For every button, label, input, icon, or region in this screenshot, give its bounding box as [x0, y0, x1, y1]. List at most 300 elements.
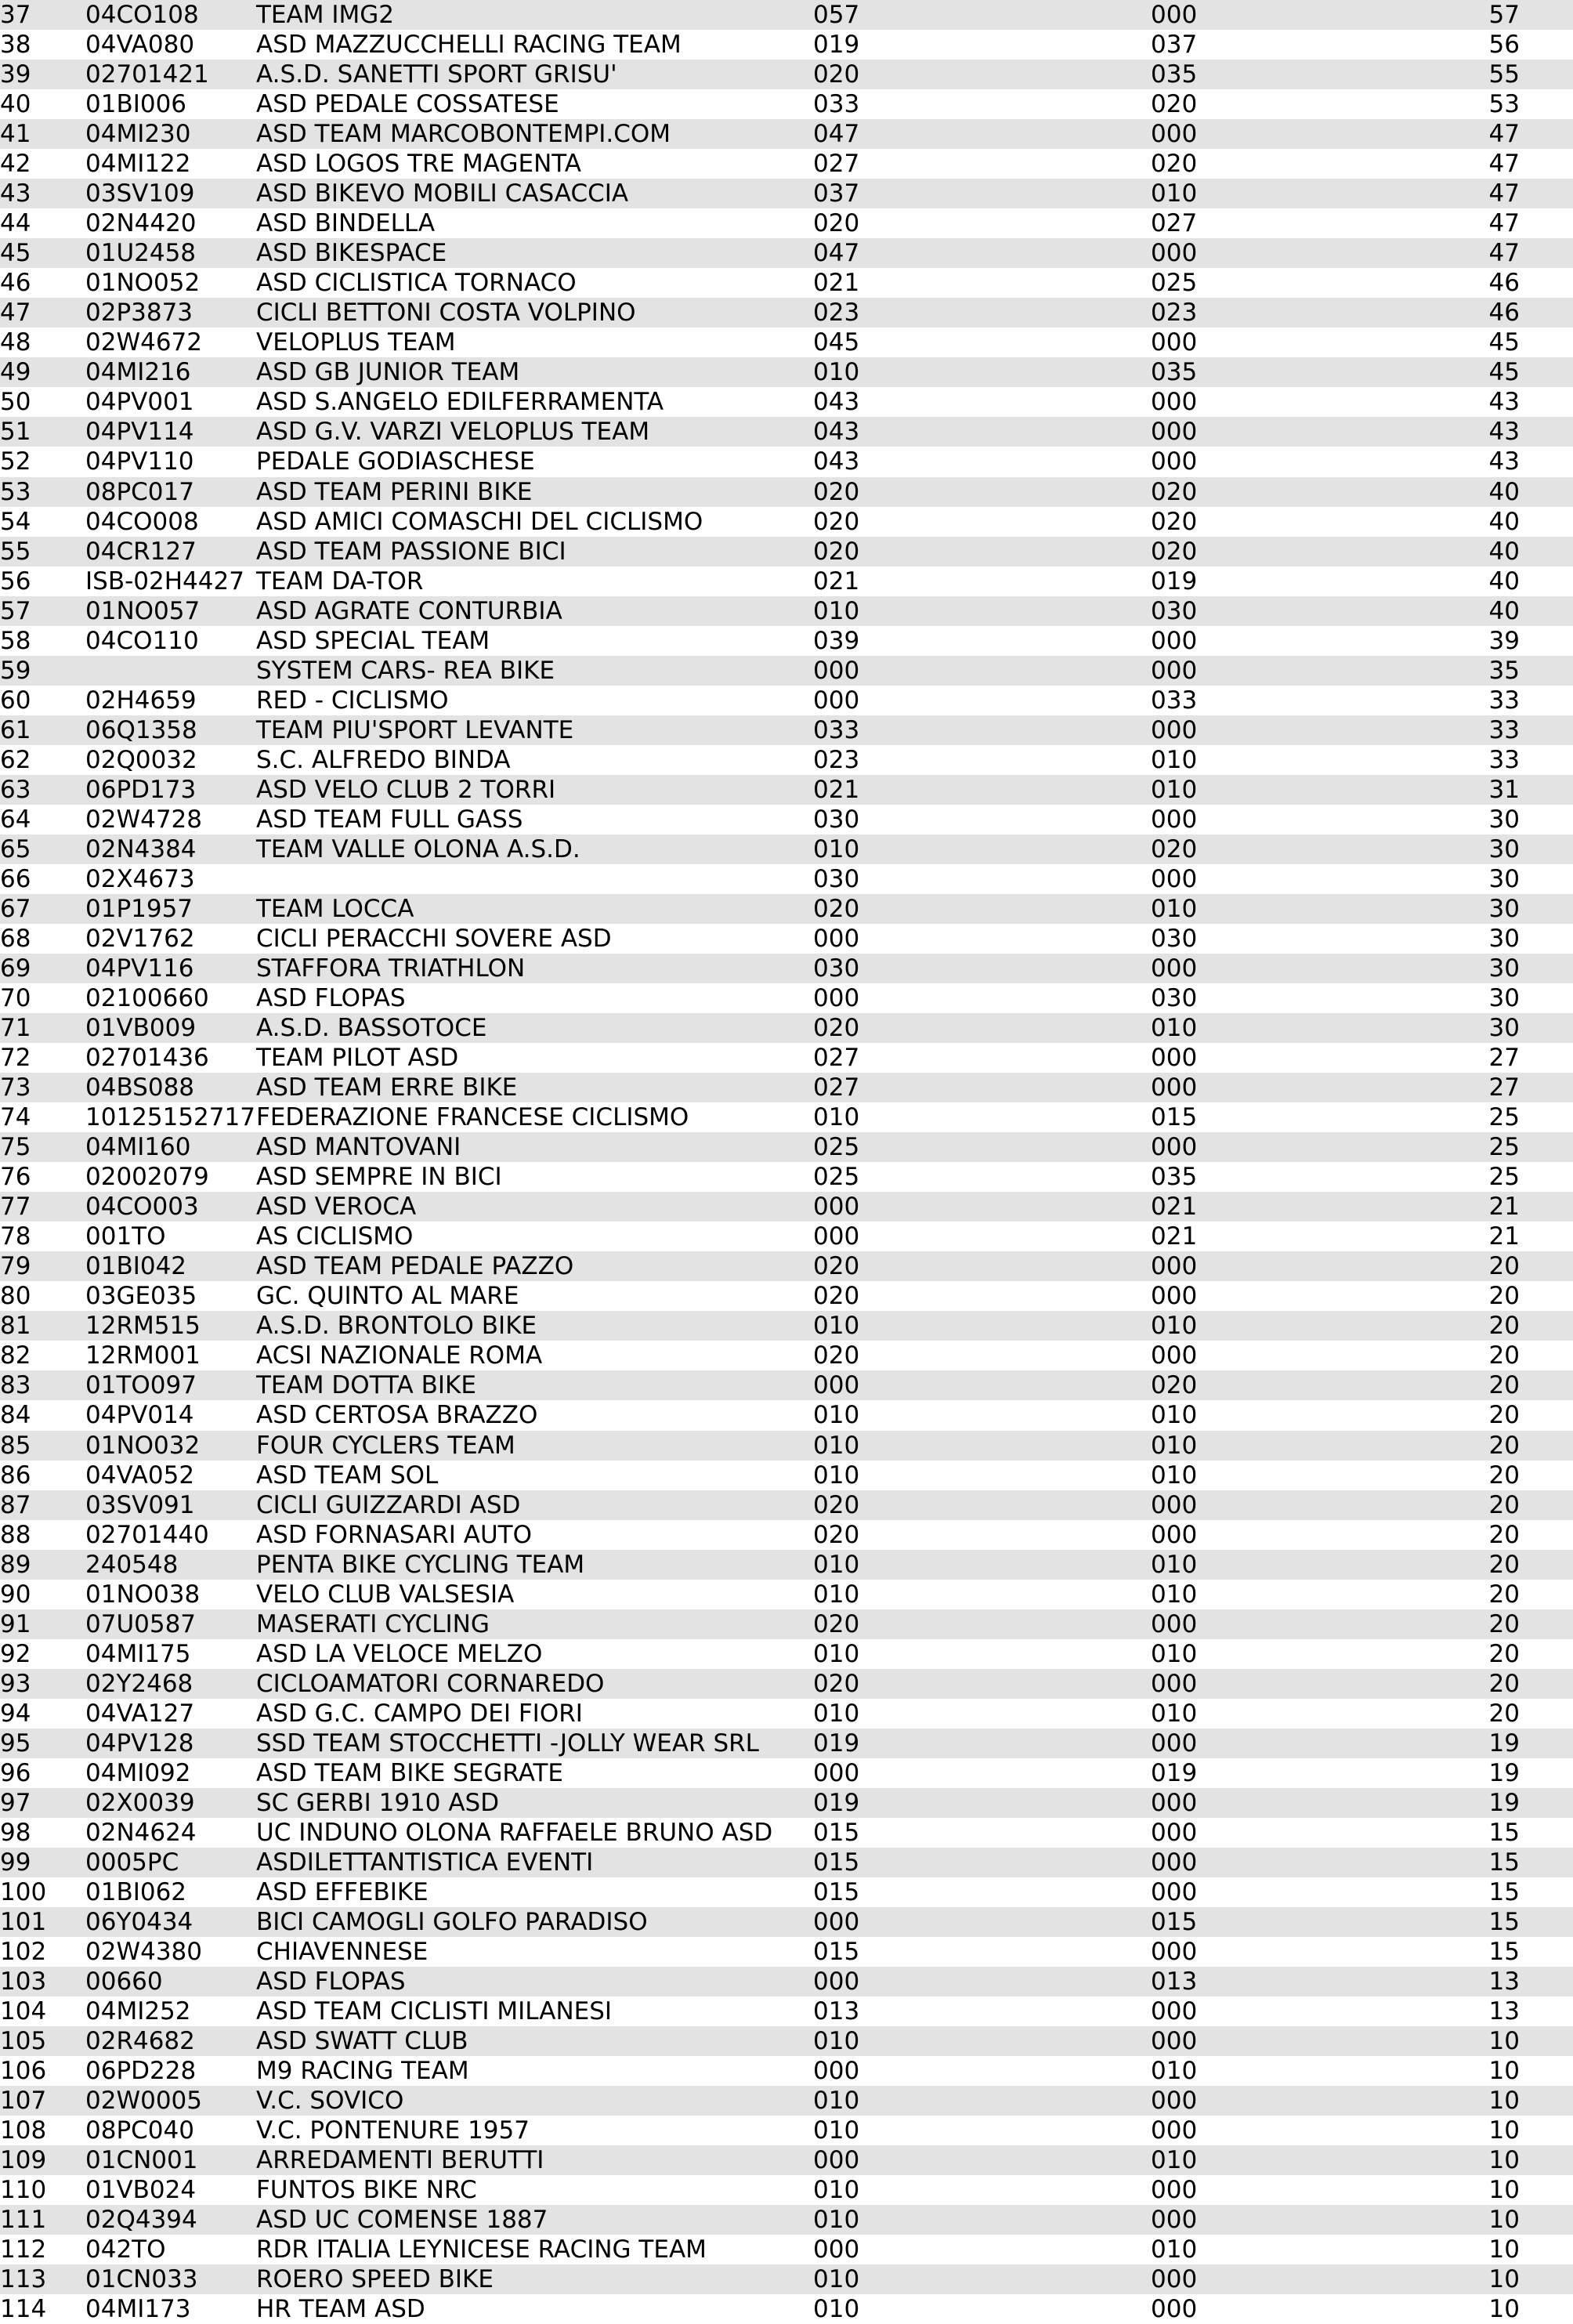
table-row	[0, 2116, 1573, 2145]
code-cell: 04MI216	[85, 358, 191, 387]
points-2-cell: 021	[1151, 1222, 1198, 1251]
total-cell: 30	[1488, 834, 1520, 863]
points-1-cell: 020	[813, 209, 860, 238]
table-row	[0, 1400, 1573, 1430]
code-cell: 04BS088	[85, 1073, 195, 1102]
table-row	[0, 2294, 1573, 2324]
points-1-cell: 027	[813, 1044, 860, 1073]
points-2-cell: 000	[1151, 418, 1198, 447]
code-cell: 04PV001	[85, 388, 194, 417]
code-cell: 02Q0032	[85, 745, 197, 774]
code-cell: 01NO038	[85, 1580, 201, 1609]
rank-cell: 60	[0, 686, 31, 715]
table-row	[0, 954, 1573, 983]
total-cell: 10	[1488, 2176, 1520, 2205]
table-row	[0, 387, 1573, 417]
rank-cell: 47	[0, 299, 31, 328]
team-name-cell: ASD S.ANGELO EDILFERRAMENTA	[256, 388, 664, 417]
team-name-cell: ASD G.C. CAMPO DEI FIORI	[256, 1699, 583, 1728]
code-cell: 02701421	[85, 60, 209, 89]
points-2-cell: 000	[1151, 1341, 1198, 1370]
code-cell: 04CO008	[85, 507, 199, 536]
table-row	[0, 1311, 1573, 1341]
points-2-cell: 030	[1151, 596, 1198, 625]
points-2-cell: 010	[1151, 2235, 1198, 2264]
points-2-cell: 020	[1151, 507, 1198, 536]
team-name-cell: PEDALE GODIASCHESE	[256, 447, 535, 476]
table-row	[0, 1848, 1573, 1877]
code-cell: 02N4420	[85, 209, 197, 238]
rank-cell: 61	[0, 715, 31, 744]
total-cell: 10	[1488, 2265, 1520, 2294]
team-name-cell: ASD TEAM PEDALE PAZZO	[256, 1252, 574, 1281]
rank-cell: 56	[0, 567, 31, 595]
table-row	[0, 715, 1573, 745]
total-cell: 20	[1488, 1312, 1520, 1341]
points-2-cell: 000	[1151, 1729, 1198, 1757]
points-2-cell: 019	[1151, 1758, 1198, 1787]
points-1-cell: 010	[813, 1401, 860, 1430]
code-cell: 02Q4394	[85, 2206, 197, 2235]
team-name-cell: GC. QUINTO AL MARE	[256, 1282, 519, 1311]
team-name-cell: ASD CERTOSA BRAZZO	[256, 1401, 538, 1430]
table-row	[0, 864, 1573, 894]
total-cell: 33	[1488, 715, 1520, 744]
points-1-cell: 010	[813, 1312, 860, 1341]
points-2-cell: 020	[1151, 150, 1198, 179]
code-cell: 00660	[85, 1967, 163, 1996]
total-cell: 43	[1488, 388, 1520, 417]
rank-cell: 95	[0, 1729, 31, 1757]
rank-cell: 100	[0, 1877, 47, 1906]
points-1-cell: 015	[813, 1877, 860, 1906]
points-2-cell: 037	[1151, 31, 1198, 60]
code-cell: 07U0587	[85, 1609, 197, 1638]
rank-cell: 55	[0, 537, 31, 566]
total-cell: 46	[1488, 269, 1520, 298]
team-name-cell: STAFFORA TRIATHLON	[256, 954, 526, 983]
total-cell: 45	[1488, 328, 1520, 357]
table-row	[0, 537, 1573, 567]
rank-cell: 40	[0, 90, 31, 119]
team-name-cell: ASD TEAM MARCOBONTEMPI.COM	[256, 120, 671, 149]
team-name-cell: TEAM DOTTA BIKE	[256, 1371, 476, 1400]
points-2-cell: 033	[1151, 686, 1198, 715]
rank-cell: 87	[0, 1490, 31, 1519]
table-row	[0, 30, 1573, 60]
rank-cell: 91	[0, 1609, 31, 1638]
team-name-cell: ASD UC COMENSE 1887	[256, 2206, 548, 2235]
total-cell: 20	[1488, 1699, 1520, 1728]
team-name-cell: TEAM LOCCA	[256, 894, 414, 923]
team-name-cell: FUNTOS BIKE NRC	[256, 2176, 477, 2205]
points-2-cell: 000	[1151, 1669, 1198, 1698]
code-cell: 01P1957	[85, 894, 193, 923]
points-1-cell: 023	[813, 745, 860, 774]
rank-cell: 39	[0, 60, 31, 89]
total-cell: 20	[1488, 1580, 1520, 1609]
rank-cell: 37	[0, 1, 31, 29]
rank-cell: 77	[0, 1193, 31, 1222]
total-cell: 45	[1488, 358, 1520, 387]
points-1-cell: 010	[813, 1580, 860, 1609]
points-1-cell: 010	[813, 1103, 860, 1132]
rank-cell: 82	[0, 1341, 31, 1370]
rank-cell: 70	[0, 984, 31, 1013]
points-2-cell: 010	[1151, 1461, 1198, 1490]
total-cell: 20	[1488, 1401, 1520, 1430]
code-cell: 03SV091	[85, 1490, 195, 1519]
total-cell: 15	[1488, 1848, 1520, 1877]
points-2-cell: 010	[1151, 745, 1198, 774]
total-cell: 47	[1488, 209, 1520, 238]
code-cell: 04PV116	[85, 954, 194, 983]
team-name-cell: MASERATI CYCLING	[256, 1609, 490, 1638]
points-2-cell: 000	[1151, 1490, 1198, 1519]
code-cell: 01U2458	[85, 239, 197, 268]
code-cell: 10125152717	[85, 1103, 255, 1132]
table-row	[0, 1907, 1573, 1937]
team-name-cell: RDR ITALIA LEYNICESE RACING TEAM	[256, 2235, 707, 2264]
code-cell: 02W4728	[85, 805, 202, 834]
points-1-cell: 010	[813, 1639, 860, 1668]
points-2-cell: 023	[1151, 299, 1198, 328]
table-row	[0, 2026, 1573, 2056]
points-1-cell: 020	[813, 60, 860, 89]
table-row	[0, 1013, 1573, 1043]
total-cell: 20	[1488, 1341, 1520, 1370]
points-2-cell: 027	[1151, 209, 1198, 238]
code-cell: 04VA080	[85, 31, 195, 60]
total-cell: 21	[1488, 1222, 1520, 1251]
table-row	[0, 775, 1573, 805]
total-cell: 30	[1488, 805, 1520, 834]
points-2-cell: 015	[1151, 1103, 1198, 1132]
code-cell: 03SV109	[85, 179, 195, 208]
points-1-cell: 015	[813, 1938, 860, 1967]
points-1-cell: 020	[813, 1520, 860, 1549]
points-1-cell: 010	[813, 1431, 860, 1460]
total-cell: 20	[1488, 1490, 1520, 1519]
table-row	[0, 208, 1573, 238]
points-1-cell: 000	[813, 2146, 860, 2175]
total-cell: 57	[1488, 1, 1520, 29]
team-name-cell: PENTA BIKE CYCLING TEAM	[256, 1550, 585, 1579]
points-1-cell: 015	[813, 1848, 860, 1877]
points-2-cell: 010	[1151, 775, 1198, 804]
points-1-cell: 010	[813, 1461, 860, 1490]
points-2-cell: 020	[1151, 477, 1198, 506]
code-cell: 02V1762	[85, 924, 195, 953]
points-1-cell: 000	[813, 924, 860, 953]
total-cell: 47	[1488, 150, 1520, 179]
team-name-cell: TEAM VALLE OLONA A.S.D.	[256, 834, 580, 863]
code-cell: 02H4659	[85, 686, 197, 715]
code-cell: 240548	[85, 1550, 179, 1579]
total-cell: 25	[1488, 1103, 1520, 1132]
code-cell: 04VA127	[85, 1699, 195, 1728]
rank-cell: 72	[0, 1044, 31, 1073]
team-name-cell: CICLI GUIZZARDI ASD	[256, 1490, 521, 1519]
code-cell: ISB-02H4427	[85, 567, 244, 595]
total-cell: 40	[1488, 596, 1520, 625]
points-1-cell: 000	[813, 1908, 860, 1936]
team-name-cell: ASD PEDALE COSSATESE	[256, 90, 559, 119]
table-row	[0, 596, 1573, 626]
team-name-cell: ASD TEAM ERRE BIKE	[256, 1073, 518, 1102]
points-2-cell: 010	[1151, 1580, 1198, 1609]
total-cell: 20	[1488, 1431, 1520, 1460]
table-row	[0, 626, 1573, 656]
rank-cell: 86	[0, 1461, 31, 1490]
team-name-cell: A.S.D. BASSOTOCE	[256, 1014, 487, 1043]
code-cell: 02701440	[85, 1520, 209, 1549]
total-cell: 30	[1488, 924, 1520, 953]
table-row	[0, 1967, 1573, 1996]
team-name-cell: CICLOAMATORI CORNAREDO	[256, 1669, 605, 1698]
team-name-cell: SSD TEAM STOCCHETTI -JOLLY WEAR SRL	[256, 1729, 759, 1757]
rank-cell: 90	[0, 1580, 31, 1609]
table-row	[0, 2086, 1573, 2116]
rank-cell: 62	[0, 745, 31, 774]
points-2-cell: 021	[1151, 1193, 1198, 1222]
points-2-cell: 020	[1151, 537, 1198, 566]
points-1-cell: 010	[813, 2265, 860, 2294]
points-2-cell: 010	[1151, 1639, 1198, 1668]
code-cell: 01BI042	[85, 1252, 187, 1281]
rank-cell: 108	[0, 2116, 47, 2145]
points-1-cell: 010	[813, 2295, 860, 2324]
table-row	[0, 1699, 1573, 1729]
code-cell: 06PD228	[85, 2057, 197, 2086]
rank-cell: 45	[0, 239, 31, 268]
table-row	[0, 2056, 1573, 2086]
points-1-cell: 027	[813, 1073, 860, 1102]
points-1-cell: 020	[813, 477, 860, 506]
points-2-cell: 010	[1151, 894, 1198, 923]
table-row	[0, 1281, 1573, 1311]
points-1-cell: 023	[813, 299, 860, 328]
code-cell: 02W0005	[85, 2087, 202, 2116]
table-row	[0, 60, 1573, 89]
team-name-cell: ASD FORNASARI AUTO	[256, 1520, 533, 1549]
rank-cell: 103	[0, 1967, 47, 1996]
rank-cell: 51	[0, 418, 31, 447]
code-cell: 042TO	[85, 2235, 166, 2264]
total-cell: 47	[1488, 120, 1520, 149]
code-cell: 01BI062	[85, 1877, 187, 1906]
table-row	[0, 1341, 1573, 1370]
points-1-cell: 039	[813, 626, 860, 655]
points-1-cell: 021	[813, 269, 860, 298]
points-2-cell: 000	[1151, 805, 1198, 834]
rank-cell: 76	[0, 1163, 31, 1192]
team-name-cell: A.S.D. BRONTOLO BIKE	[256, 1312, 537, 1341]
table-row	[0, 1073, 1573, 1102]
team-name-cell: ASD TEAM PERINI BIKE	[256, 477, 533, 506]
code-cell: 04MI252	[85, 1997, 191, 2026]
rank-cell: 75	[0, 1133, 31, 1162]
rank-cell: 74	[0, 1103, 31, 1132]
total-cell: 20	[1488, 1609, 1520, 1638]
rank-cell: 105	[0, 2027, 47, 2056]
points-2-cell: 000	[1151, 1252, 1198, 1281]
points-1-cell: 010	[813, 834, 860, 863]
code-cell: 08PC017	[85, 477, 194, 506]
team-name-cell: CICLI BETTONI COSTA VOLPINO	[256, 299, 636, 328]
rank-cell: 110	[0, 2176, 47, 2205]
points-2-cell: 000	[1151, 1818, 1198, 1847]
points-2-cell: 000	[1151, 2295, 1198, 2324]
code-cell: 04CO003	[85, 1193, 199, 1222]
points-1-cell: 020	[813, 1282, 860, 1311]
total-cell: 19	[1488, 1788, 1520, 1817]
points-1-cell: 030	[813, 954, 860, 983]
points-2-cell: 000	[1151, 1282, 1198, 1311]
code-cell: 01VB024	[85, 2176, 197, 2205]
table-row	[0, 1818, 1573, 1848]
rank-cell: 67	[0, 894, 31, 923]
team-name-cell: SYSTEM CARS- REA BIKE	[256, 656, 555, 685]
total-cell: 10	[1488, 2116, 1520, 2145]
code-cell: 04MI230	[85, 120, 191, 149]
code-cell: 06Q1358	[85, 715, 197, 744]
table-row	[0, 2145, 1573, 2175]
team-name-cell: SC GERBI 1910 ASD	[256, 1788, 500, 1817]
code-cell: 12RM001	[85, 1341, 201, 1370]
table-row	[0, 2175, 1573, 2205]
table-row	[0, 805, 1573, 834]
team-name-cell: TEAM PIU'SPORT LEVANTE	[256, 715, 574, 744]
points-1-cell: 043	[813, 418, 860, 447]
total-cell: 43	[1488, 447, 1520, 476]
points-1-cell: 019	[813, 31, 860, 60]
table-row	[0, 357, 1573, 387]
rank-cell: 106	[0, 2057, 47, 2086]
rank-cell: 96	[0, 1758, 31, 1787]
code-cell: 01NO052	[85, 269, 201, 298]
team-name-cell: BICI CAMOGLI GOLFO PARADISO	[256, 1908, 648, 1936]
total-cell: 20	[1488, 1282, 1520, 1311]
team-name-cell: ASD FLOPAS	[256, 984, 406, 1013]
table-row	[0, 1937, 1573, 1967]
points-1-cell: 000	[813, 656, 860, 685]
rank-cell: 102	[0, 1938, 47, 1967]
rank-cell: 79	[0, 1252, 31, 1281]
team-name-cell: ASD TEAM BIKE SEGRATE	[256, 1758, 564, 1787]
total-cell: 43	[1488, 418, 1520, 447]
points-1-cell: 025	[813, 1133, 860, 1162]
team-name-cell: S.C. ALFREDO BINDA	[256, 745, 511, 774]
table-row	[0, 328, 1573, 357]
points-1-cell: 057	[813, 1, 860, 29]
points-2-cell: 000	[1151, 864, 1198, 893]
team-name-cell: ASD BINDELLA	[256, 209, 436, 238]
table-row	[0, 238, 1573, 268]
table-row	[0, 507, 1573, 537]
total-cell: 30	[1488, 894, 1520, 923]
points-2-cell: 000	[1151, 1938, 1198, 1967]
code-cell: 01NO032	[85, 1431, 201, 1460]
points-1-cell: 000	[813, 1758, 860, 1787]
rank-cell: 68	[0, 924, 31, 953]
points-2-cell: 020	[1151, 834, 1198, 863]
rank-cell: 38	[0, 31, 31, 60]
table-row	[0, 924, 1573, 954]
rank-cell: 57	[0, 596, 31, 625]
points-1-cell: 045	[813, 328, 860, 357]
total-cell: 15	[1488, 1908, 1520, 1936]
points-1-cell: 025	[813, 1163, 860, 1192]
points-2-cell: 000	[1151, 1848, 1198, 1877]
total-cell: 25	[1488, 1133, 1520, 1162]
code-cell: 01CN001	[85, 2146, 198, 2175]
table-row	[0, 1222, 1573, 1251]
team-name-cell: V.C. PONTENURE 1957	[256, 2116, 530, 2145]
points-2-cell: 010	[1151, 1014, 1198, 1043]
points-2-cell: 000	[1151, 1997, 1198, 2026]
code-cell: 06Y0434	[85, 1908, 193, 1936]
points-2-cell: 010	[1151, 1401, 1198, 1430]
code-cell: 04PV110	[85, 447, 194, 476]
team-name-cell: ASD SPECIAL TEAM	[256, 626, 490, 655]
code-cell: 04PV014	[85, 1401, 194, 1430]
rank-cell: 71	[0, 1014, 31, 1043]
team-name-cell: AS CICLISMO	[256, 1222, 414, 1251]
team-name-cell: TEAM DA-TOR	[256, 567, 424, 595]
table-row	[0, 0, 1573, 30]
rank-cell: 109	[0, 2146, 47, 2175]
points-2-cell: 000	[1151, 1, 1198, 29]
code-cell: 04MI175	[85, 1639, 191, 1668]
table-row	[0, 834, 1573, 864]
rank-cell: 66	[0, 864, 31, 893]
points-2-cell: 035	[1151, 1163, 1198, 1192]
table-row	[0, 983, 1573, 1013]
table-row	[0, 268, 1573, 298]
rank-cell: 46	[0, 269, 31, 298]
points-2-cell: 010	[1151, 1699, 1198, 1728]
points-1-cell: 033	[813, 90, 860, 119]
total-cell: 20	[1488, 1371, 1520, 1400]
total-cell: 19	[1488, 1729, 1520, 1757]
points-2-cell: 000	[1151, 2116, 1198, 2145]
rank-cell: 99	[0, 1848, 31, 1877]
team-name-cell: ASD FLOPAS	[256, 1967, 406, 1996]
team-name-cell: ASD SEMPRE IN BICI	[256, 1163, 502, 1192]
code-cell: 02X0039	[85, 1788, 195, 1817]
total-cell: 31	[1488, 775, 1520, 804]
team-name-cell: ASD EFFEBIKE	[256, 1877, 429, 1906]
rank-cell: 52	[0, 447, 31, 476]
points-1-cell: 019	[813, 1729, 860, 1757]
rank-cell: 114	[0, 2295, 47, 2324]
points-2-cell: 000	[1151, 1877, 1198, 1906]
code-cell: 04MI092	[85, 1758, 191, 1787]
code-cell: 06PD173	[85, 775, 197, 804]
rank-cell: 53	[0, 477, 31, 506]
code-cell: 04MI122	[85, 150, 191, 179]
rank-cell: 89	[0, 1550, 31, 1579]
points-1-cell: 010	[813, 1550, 860, 1579]
table-row	[0, 2235, 1573, 2264]
points-2-cell: 015	[1151, 1908, 1198, 1936]
rank-cell: 58	[0, 626, 31, 655]
team-name-cell: ASD TEAM SOL	[256, 1461, 439, 1490]
points-1-cell: 020	[813, 1341, 860, 1370]
total-cell: 20	[1488, 1461, 1520, 1490]
team-name-cell: ASD GB JUNIOR TEAM	[256, 358, 520, 387]
